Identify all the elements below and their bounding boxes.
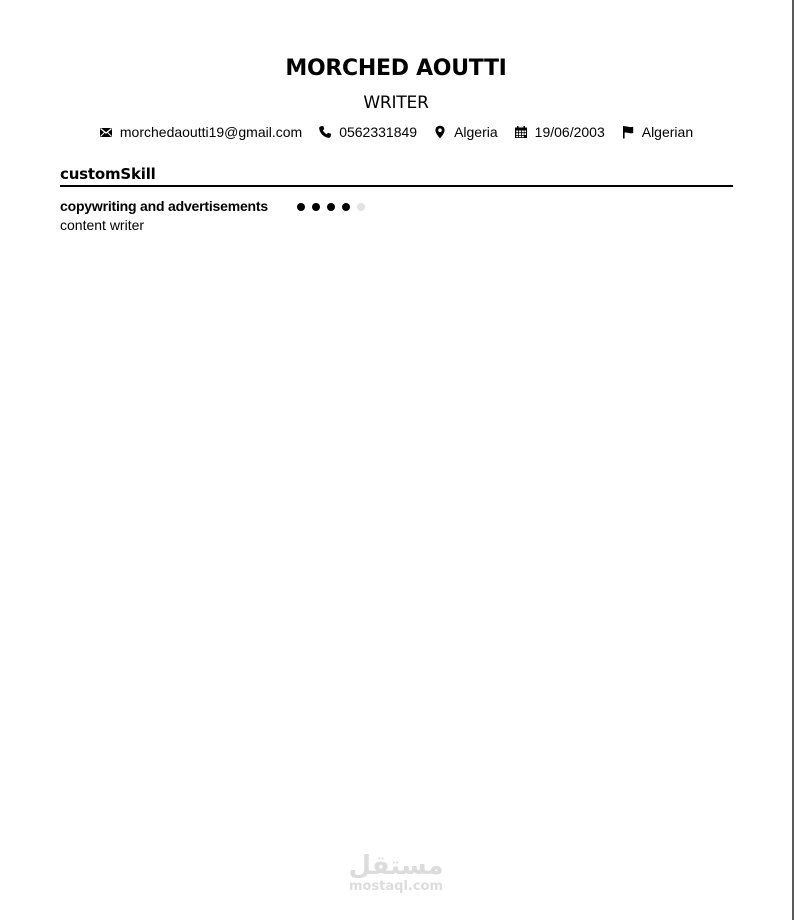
contact-email-text: morchedaoutti19@gmail.com — [119, 124, 303, 140]
rating-dot-filled — [297, 203, 305, 211]
section-divider — [60, 185, 733, 187]
envelope-icon — [99, 125, 113, 139]
calendar-icon — [514, 125, 528, 139]
contact-location-text: Algeria — [454, 124, 498, 140]
contact-nationality — [621, 124, 693, 140]
watermark-logo: مستقل — [348, 851, 444, 881]
skill-name: copywriting and advertisements — [60, 198, 268, 214]
section-title: customSkill — [60, 165, 156, 183]
flag-icon — [621, 125, 635, 139]
contact-bar — [0, 124, 792, 140]
rating-dot-filled — [327, 203, 335, 211]
rating-dot-empty — [357, 203, 365, 211]
contact-birthdate-text: 19/06/2003 — [534, 124, 605, 140]
resume-name: MORCHED AOUTTI — [285, 56, 507, 81]
watermark — [0, 852, 792, 894]
skill-rating — [297, 203, 372, 211]
contact-email — [99, 124, 302, 140]
resume-job-title: WRITER — [363, 93, 429, 113]
contact-nationality-text: Algerian — [641, 124, 694, 140]
contact-phone — [318, 124, 417, 140]
contact-location — [433, 124, 498, 140]
watermark-url: mostaql.com — [348, 879, 444, 894]
rating-dot-filled — [342, 203, 350, 211]
skill-description: content writer — [60, 217, 145, 233]
rating-dot-filled — [312, 203, 320, 211]
phone-icon — [318, 125, 332, 139]
contact-birthdate — [514, 124, 605, 140]
map-marker-icon — [433, 125, 447, 139]
contact-phone-text: 0562331849 — [339, 124, 418, 140]
